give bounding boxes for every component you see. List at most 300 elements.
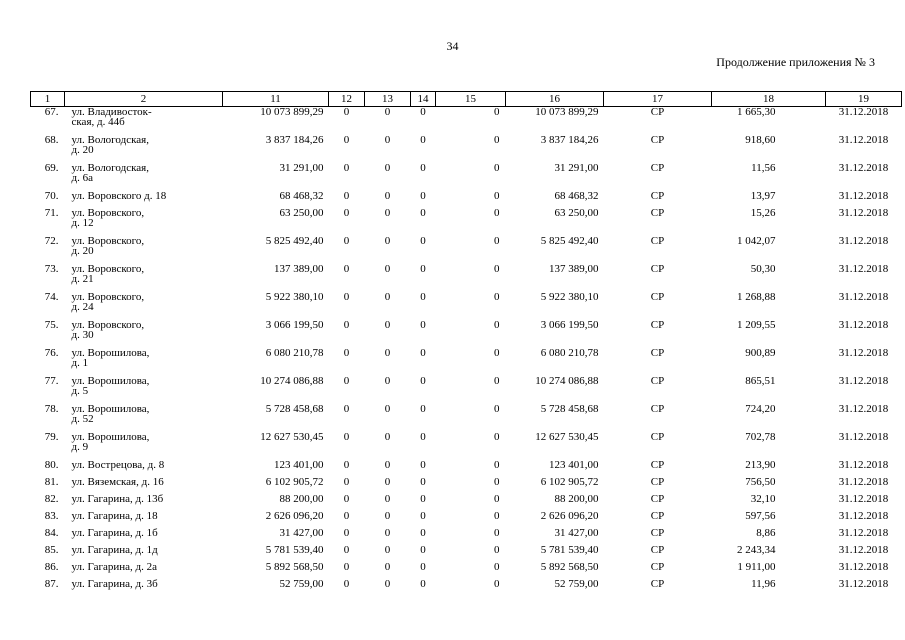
date-col-19: 31.12.2018 xyxy=(838,493,889,505)
code-col-17: СР xyxy=(650,106,665,118)
amount-col-11: 5 892 568,50 xyxy=(265,561,324,573)
address-line: ул. Ворошилова, xyxy=(71,375,150,387)
address-cell xyxy=(65,320,223,348)
address-line: д. 52 xyxy=(71,413,94,425)
date-col-19: 31.12.2018 xyxy=(838,459,889,471)
value-col-12: 0 xyxy=(343,162,350,174)
value-col-13: 0 xyxy=(384,375,391,387)
value-col-12: 0 xyxy=(343,476,350,488)
amount-col-16: 88 200,00 xyxy=(554,493,599,505)
table-row xyxy=(31,320,902,348)
code-col-17: СР xyxy=(650,431,665,443)
value-col-13: 0 xyxy=(384,235,391,247)
address-line: ул. Гагарина, д. 3б xyxy=(71,578,158,590)
amount-col-16: 5 892 568,50 xyxy=(540,561,599,573)
column-header: 19 xyxy=(826,92,902,107)
address-line: ул. Гагарина, д. 1д xyxy=(71,544,158,556)
amount-col-11: 88 200,00 xyxy=(279,493,324,505)
code-col-17: СР xyxy=(650,578,665,590)
address-line: д. 20 xyxy=(71,144,94,156)
value-col-15: 0 xyxy=(494,235,500,247)
date-col-19: 31.12.2018 xyxy=(838,476,889,488)
value-col-18: 597,56 xyxy=(745,510,776,522)
value-col-13: 0 xyxy=(384,207,391,219)
appendix-continuation-note: Продолжение приложения № 3 xyxy=(716,55,875,69)
row-number: 81. xyxy=(44,476,59,488)
address-cell xyxy=(65,348,223,376)
value-col-18: 8,86 xyxy=(756,527,776,539)
value-col-14: 0 xyxy=(420,561,426,573)
amount-col-16: 5 781 539,40 xyxy=(540,544,599,556)
address-cell xyxy=(65,562,223,579)
value-col-12: 0 xyxy=(343,578,350,590)
value-col-13: 0 xyxy=(384,263,391,275)
value-col-13: 0 xyxy=(384,544,391,556)
amount-col-11: 3 837 184,26 xyxy=(265,134,324,146)
amount-col-11: 2 626 096,20 xyxy=(265,510,324,522)
value-col-18: 1 268,88 xyxy=(737,291,776,303)
column-header: 18 xyxy=(712,92,826,107)
row-number: 82. xyxy=(44,493,59,505)
address-line: ул. Ворошилова, xyxy=(71,347,150,359)
amount-col-16: 5 728 458,68 xyxy=(540,403,599,415)
code-col-17: СР xyxy=(650,493,665,505)
date-col-19: 31.12.2018 xyxy=(838,291,889,303)
address-line: д. 5 xyxy=(71,385,89,397)
value-col-14: 0 xyxy=(420,544,426,556)
row-number: 70. xyxy=(44,190,59,202)
value-col-13: 0 xyxy=(384,578,391,590)
amount-col-11: 52 759,00 xyxy=(279,578,324,590)
amount-col-16: 5 825 492,40 xyxy=(540,235,599,247)
address-line: д. 24 xyxy=(71,301,94,313)
code-col-17: СР xyxy=(650,162,665,174)
amount-col-16: 63 250,00 xyxy=(554,207,599,219)
value-col-14: 0 xyxy=(420,347,426,359)
value-col-12: 0 xyxy=(343,431,350,443)
amount-col-16: 5 922 380,10 xyxy=(540,291,599,303)
value-col-18: 756,50 xyxy=(745,476,776,488)
column-header: 12 xyxy=(329,92,365,107)
value-col-13: 0 xyxy=(384,561,391,573)
date-col-19: 31.12.2018 xyxy=(838,263,889,275)
table-row xyxy=(31,579,902,596)
row-number: 86. xyxy=(44,561,59,573)
address-line: д. 1 xyxy=(71,357,89,369)
address-cell xyxy=(65,432,223,460)
amount-col-11: 10 274 086,88 xyxy=(260,375,324,387)
value-col-14: 0 xyxy=(420,106,426,118)
code-col-17: СР xyxy=(650,476,665,488)
value-col-14: 0 xyxy=(420,162,426,174)
value-col-14: 0 xyxy=(420,207,426,219)
row-number: 68. xyxy=(44,134,59,146)
value-col-12: 0 xyxy=(343,510,350,522)
date-col-19: 31.12.2018 xyxy=(838,106,889,118)
date-col-19: 31.12.2018 xyxy=(838,431,889,443)
value-col-14: 0 xyxy=(420,578,426,590)
amount-col-16: 31 427,00 xyxy=(554,527,599,539)
header-row xyxy=(31,92,902,107)
address-cell xyxy=(65,376,223,404)
amount-col-16: 10 274 086,88 xyxy=(535,375,599,387)
address-cell xyxy=(65,579,223,596)
row-number: 87. xyxy=(44,578,59,590)
value-col-14: 0 xyxy=(420,190,426,202)
date-col-19: 31.12.2018 xyxy=(838,561,889,573)
value-col-13: 0 xyxy=(384,510,391,522)
address-line: ул. Вяземская, д. 16 xyxy=(71,476,164,488)
value-col-15: 0 xyxy=(494,431,500,443)
table-row xyxy=(31,292,902,320)
value-col-13: 0 xyxy=(384,459,391,471)
address-cell xyxy=(65,107,223,136)
table-row xyxy=(31,107,902,136)
page-number: 34 xyxy=(446,39,459,53)
table-row xyxy=(31,432,902,460)
table-row xyxy=(31,236,902,264)
value-col-14: 0 xyxy=(420,263,426,275)
address-cell xyxy=(65,191,223,208)
value-col-14: 0 xyxy=(420,375,426,387)
value-col-14: 0 xyxy=(420,510,426,522)
value-col-15: 0 xyxy=(494,493,500,505)
data-table xyxy=(30,91,902,596)
value-col-13: 0 xyxy=(384,106,391,118)
value-col-18: 213,90 xyxy=(745,459,776,471)
amount-col-16: 10 073 899,29 xyxy=(535,106,599,118)
address-line: д. 6а xyxy=(71,172,93,184)
row-number: 72. xyxy=(44,235,59,247)
amount-col-11: 68 468,32 xyxy=(279,190,324,202)
amount-col-11: 10 073 899,29 xyxy=(260,106,324,118)
value-col-12: 0 xyxy=(343,347,350,359)
amount-col-11: 5 825 492,40 xyxy=(265,235,324,247)
table-row xyxy=(31,404,902,432)
address-line: д. 30 xyxy=(71,329,94,341)
value-col-13: 0 xyxy=(384,319,391,331)
value-col-12: 0 xyxy=(343,544,350,556)
value-col-18: 1 209,55 xyxy=(737,319,776,331)
value-col-18: 865,51 xyxy=(745,375,776,387)
value-col-18: 50,30 xyxy=(750,263,776,275)
date-col-19: 31.12.2018 xyxy=(838,347,889,359)
date-col-19: 31.12.2018 xyxy=(838,190,889,202)
address-line: ул. Вологодская, xyxy=(71,134,149,146)
row-number: 76. xyxy=(44,347,59,359)
row-number: 83. xyxy=(44,510,59,522)
value-col-14: 0 xyxy=(420,134,426,146)
value-col-14: 0 xyxy=(420,459,426,471)
value-col-14: 0 xyxy=(420,476,426,488)
value-col-13: 0 xyxy=(384,493,391,505)
value-col-15: 0 xyxy=(494,347,500,359)
value-col-14: 0 xyxy=(420,291,426,303)
amount-col-16: 52 759,00 xyxy=(554,578,599,590)
code-col-17: СР xyxy=(650,235,665,247)
value-col-12: 0 xyxy=(343,263,350,275)
value-col-14: 0 xyxy=(420,235,426,247)
table-row xyxy=(31,460,902,477)
address-line: д. 9 xyxy=(71,441,89,453)
value-col-15: 0 xyxy=(494,578,500,590)
amount-col-16: 68 468,32 xyxy=(554,190,599,202)
column-header: 11 xyxy=(223,92,329,107)
row-number: 73. xyxy=(44,263,59,275)
value-col-12: 0 xyxy=(343,207,350,219)
amount-col-11: 63 250,00 xyxy=(279,207,324,219)
value-col-18: 1 665,30 xyxy=(737,106,776,118)
address-line: ул. Гагарина, д. 2а xyxy=(71,561,158,573)
code-col-17: СР xyxy=(650,134,665,146)
date-col-19: 31.12.2018 xyxy=(838,403,889,415)
address-cell xyxy=(65,236,223,264)
code-col-17: СР xyxy=(650,319,665,331)
table-row xyxy=(31,477,902,494)
row-number: 85. xyxy=(44,544,59,556)
amount-col-11: 6 080 210,78 xyxy=(265,347,324,359)
value-col-13: 0 xyxy=(384,476,391,488)
value-col-18: 918,60 xyxy=(745,134,776,146)
table-row xyxy=(31,562,902,579)
value-col-18: 1 911,00 xyxy=(737,561,776,573)
value-col-12: 0 xyxy=(343,291,350,303)
value-col-13: 0 xyxy=(384,134,391,146)
date-col-19: 31.12.2018 xyxy=(838,510,889,522)
value-col-12: 0 xyxy=(343,319,350,331)
address-cell xyxy=(65,528,223,545)
address-line: ул. Гагарина, д. 1б xyxy=(71,527,158,539)
value-col-18: 900,89 xyxy=(745,347,776,359)
value-col-12: 0 xyxy=(343,493,350,505)
value-col-13: 0 xyxy=(384,190,391,202)
row-number: 80. xyxy=(44,459,59,471)
value-col-15: 0 xyxy=(494,134,500,146)
table-row xyxy=(31,264,902,292)
address-line: ул. Воровского, xyxy=(71,235,145,247)
row-number: 75. xyxy=(44,319,59,331)
code-col-17: СР xyxy=(650,375,665,387)
row-number: 71. xyxy=(44,207,59,219)
address-cell xyxy=(65,494,223,511)
code-col-17: СР xyxy=(650,544,665,556)
value-col-15: 0 xyxy=(494,375,500,387)
value-col-18: 11,96 xyxy=(751,578,776,590)
value-col-13: 0 xyxy=(384,431,391,443)
column-header: 16 xyxy=(506,92,604,107)
amount-col-16: 31 291,00 xyxy=(554,162,599,174)
row-number: 67. xyxy=(44,106,59,118)
amount-col-11: 31 291,00 xyxy=(279,162,324,174)
row-number: 79. xyxy=(44,431,59,443)
amount-col-11: 12 627 530,45 xyxy=(260,431,324,443)
code-col-17: СР xyxy=(650,263,665,275)
address-line: ул. Воровского д. 18 xyxy=(71,190,167,202)
address-cell xyxy=(65,163,223,191)
address-line: ул. Гагарина, д. 18 xyxy=(71,510,158,522)
address-cell xyxy=(65,545,223,562)
code-col-17: СР xyxy=(650,527,665,539)
value-col-15: 0 xyxy=(494,207,500,219)
amount-col-16: 123 401,00 xyxy=(549,459,599,471)
value-col-15: 0 xyxy=(494,561,500,573)
table-row xyxy=(31,494,902,511)
table-row xyxy=(31,163,902,191)
value-col-12: 0 xyxy=(343,527,350,539)
value-col-15: 0 xyxy=(494,263,500,275)
address-line: ул. Ворошилова, xyxy=(71,403,150,415)
value-col-13: 0 xyxy=(384,291,391,303)
address-cell xyxy=(65,208,223,236)
date-col-19: 31.12.2018 xyxy=(838,527,889,539)
date-col-19: 31.12.2018 xyxy=(838,578,889,590)
row-number: 78. xyxy=(44,403,59,415)
date-col-19: 31.12.2018 xyxy=(838,375,889,387)
date-col-19: 31.12.2018 xyxy=(838,162,889,174)
value-col-13: 0 xyxy=(384,527,391,539)
code-col-17: СР xyxy=(650,510,665,522)
amount-col-16: 6 080 210,78 xyxy=(540,347,599,359)
table-row xyxy=(31,528,902,545)
value-col-12: 0 xyxy=(343,134,350,146)
table-row xyxy=(31,191,902,208)
table-row xyxy=(31,511,902,528)
value-col-15: 0 xyxy=(494,459,500,471)
address-line: д. 21 xyxy=(71,273,94,285)
column-header: 15 xyxy=(436,92,506,107)
column-header: 17 xyxy=(604,92,712,107)
address-line: ул. Воровского, xyxy=(71,291,145,303)
value-col-13: 0 xyxy=(384,347,391,359)
value-col-18: 1 042,07 xyxy=(737,235,776,247)
amount-col-11: 5 781 539,40 xyxy=(265,544,324,556)
amount-col-16: 6 102 905,72 xyxy=(540,476,599,488)
code-col-17: СР xyxy=(650,459,665,471)
column-header: 14 xyxy=(411,92,436,107)
code-col-17: СР xyxy=(650,561,665,573)
value-col-18: 11,56 xyxy=(751,162,776,174)
address-line: ул. Вострецова, д. 8 xyxy=(71,459,165,471)
address-line: ул. Гагарина, д. 13б xyxy=(71,493,164,505)
date-col-19: 31.12.2018 xyxy=(838,207,889,219)
address-cell xyxy=(65,404,223,432)
value-col-15: 0 xyxy=(494,510,500,522)
value-col-18: 32,10 xyxy=(750,493,776,505)
amount-col-16: 137 389,00 xyxy=(549,263,599,275)
row-number: 77. xyxy=(44,375,59,387)
address-line: ул. Ворошилова, xyxy=(71,431,150,443)
table-row xyxy=(31,208,902,236)
value-col-15: 0 xyxy=(494,527,500,539)
address-line: ул. Вологодская, xyxy=(71,162,149,174)
table-row xyxy=(31,135,902,163)
amount-col-16: 3 837 184,26 xyxy=(540,134,599,146)
date-col-19: 31.12.2018 xyxy=(838,544,889,556)
value-col-15: 0 xyxy=(494,190,500,202)
column-header: 1 xyxy=(31,92,65,107)
address-cell xyxy=(65,292,223,320)
address-cell xyxy=(65,477,223,494)
date-col-19: 31.12.2018 xyxy=(838,235,889,247)
row-number: 69. xyxy=(44,162,59,174)
date-col-19: 31.12.2018 xyxy=(838,319,889,331)
value-col-15: 0 xyxy=(494,476,500,488)
value-col-18: 702,78 xyxy=(745,431,776,443)
date-col-19: 31.12.2018 xyxy=(838,134,889,146)
amount-col-11: 123 401,00 xyxy=(274,459,324,471)
code-col-17: СР xyxy=(650,403,665,415)
table-row xyxy=(31,545,902,562)
address-cell xyxy=(65,511,223,528)
address-line: ул. Воровского, xyxy=(71,263,145,275)
column-header: 2 xyxy=(65,92,223,107)
code-col-17: СР xyxy=(650,347,665,359)
value-col-14: 0 xyxy=(420,319,426,331)
value-col-12: 0 xyxy=(343,561,350,573)
amount-col-11: 31 427,00 xyxy=(279,527,324,539)
amount-col-11: 3 066 199,50 xyxy=(265,319,324,331)
value-col-13: 0 xyxy=(384,403,391,415)
value-col-13: 0 xyxy=(384,162,391,174)
table-body xyxy=(31,107,902,597)
address-line: ская, д. 44б xyxy=(71,116,125,128)
value-col-12: 0 xyxy=(343,403,350,415)
amount-col-11: 5 922 380,10 xyxy=(265,291,324,303)
code-col-17: СР xyxy=(650,190,665,202)
value-col-15: 0 xyxy=(494,106,500,118)
value-col-12: 0 xyxy=(343,235,350,247)
amount-col-16: 12 627 530,45 xyxy=(535,431,599,443)
value-col-12: 0 xyxy=(343,459,350,471)
value-col-12: 0 xyxy=(343,106,350,118)
value-col-18: 15,26 xyxy=(750,207,776,219)
address-cell xyxy=(65,460,223,477)
value-col-18: 724,20 xyxy=(745,403,776,415)
value-col-15: 0 xyxy=(494,291,500,303)
amount-col-11: 6 102 905,72 xyxy=(265,476,324,488)
row-number: 84. xyxy=(44,527,59,539)
value-col-15: 0 xyxy=(494,403,500,415)
address-cell xyxy=(65,135,223,163)
code-col-17: СР xyxy=(650,291,665,303)
amount-col-11: 137 389,00 xyxy=(274,263,324,275)
amount-col-16: 3 066 199,50 xyxy=(540,319,599,331)
value-col-15: 0 xyxy=(494,544,500,556)
value-col-12: 0 xyxy=(343,190,350,202)
amount-col-11: 5 728 458,68 xyxy=(265,403,324,415)
amount-col-16: 2 626 096,20 xyxy=(540,510,599,522)
value-col-18: 13,97 xyxy=(750,190,776,202)
address-line: ул. Воровского, xyxy=(71,207,145,219)
address-line: ул. Воровского, xyxy=(71,319,145,331)
value-col-15: 0 xyxy=(494,162,500,174)
code-col-17: СР xyxy=(650,207,665,219)
table-row xyxy=(31,348,902,376)
value-col-14: 0 xyxy=(420,403,426,415)
value-col-18: 2 243,34 xyxy=(737,544,776,556)
column-header: 13 xyxy=(365,92,411,107)
address-cell xyxy=(65,264,223,292)
value-col-14: 0 xyxy=(420,527,426,539)
table-row xyxy=(31,376,902,404)
address-line: ул. Владивосток- xyxy=(71,106,152,118)
value-col-14: 0 xyxy=(420,431,426,443)
value-col-14: 0 xyxy=(420,493,426,505)
address-line: д. 20 xyxy=(71,245,94,257)
address-line: д. 12 xyxy=(71,217,94,229)
row-number: 74. xyxy=(44,291,59,303)
value-col-15: 0 xyxy=(494,319,500,331)
